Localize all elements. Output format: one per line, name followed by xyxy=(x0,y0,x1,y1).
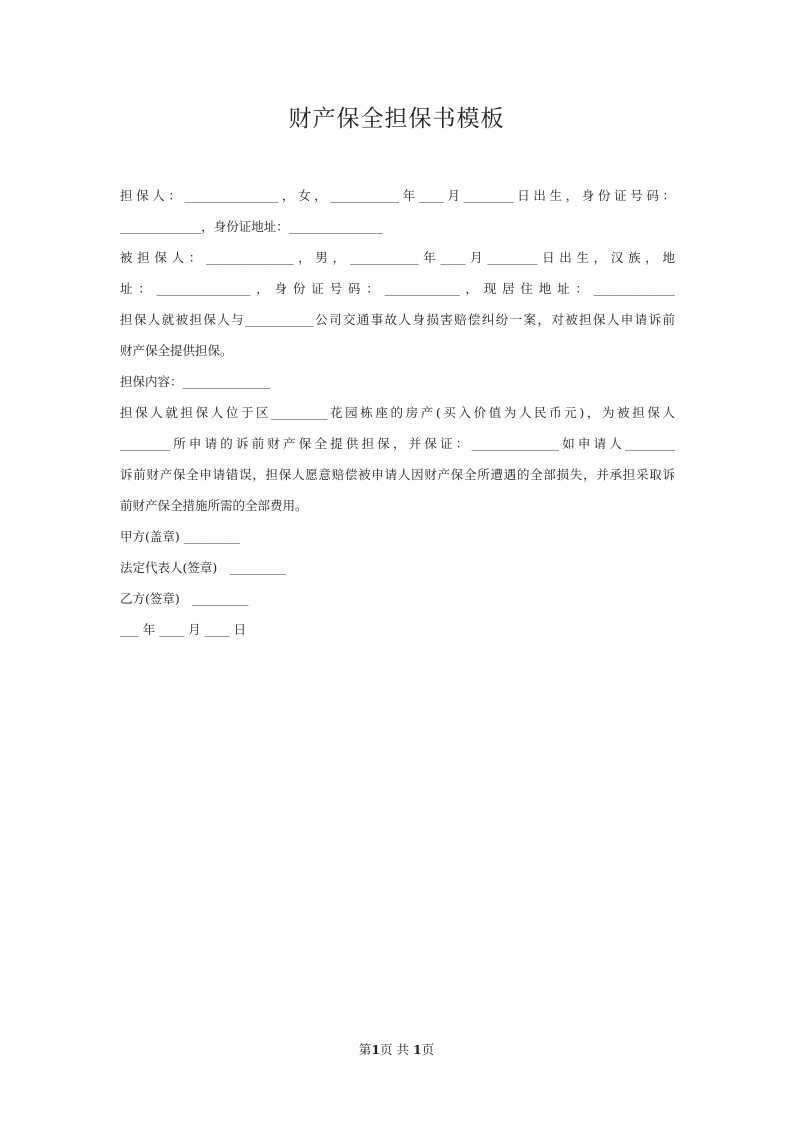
case-statement-line-1: 担保人就被担保人与___________公司交通事故人身损害赔偿纠纷一案，对被担保人申请诉前 xyxy=(120,312,675,327)
guarantee-clause-line-3: 诉前财产保全申请错误，担保人愿意赔偿被申请人因财产保全所遭遇的全部损失，并承担采取诉 xyxy=(120,467,675,482)
footer-prefix: 第 xyxy=(358,1042,372,1057)
footer-middle: 页 共 xyxy=(380,1042,413,1057)
date-line: ___ 年 ____ 月 ____ 日 xyxy=(120,622,247,637)
party-b-signature-line: 乙方(签章) _________ xyxy=(120,591,249,606)
footer-suffix: 页 xyxy=(421,1042,435,1057)
guarantor-info-line-2: _____________，身份证地址：_______________ xyxy=(120,219,383,234)
guaranteed-party-line-1: 被担保人：______________，男，___________年____月________日出生，汉族，地 xyxy=(120,250,675,265)
party-a-seal-line: 甲方(盖章) _________ xyxy=(120,529,240,544)
legal-representative-line: 法定代表人(签章) _________ xyxy=(120,560,287,575)
page-number: 1 xyxy=(371,1042,381,1057)
page-footer xyxy=(0,1040,793,1058)
guaranteed-party-line-2: 址：_______________，身份证号码：____________，现居住地址：_____________ xyxy=(120,281,675,296)
guarantee-clause-line-4: 前财产保全措施所需的全部费用。 xyxy=(120,498,308,513)
guarantor-info-line-1: 担保人：_______________，女，___________年____月________日出生，身份证号码： xyxy=(120,188,675,203)
document-title: 财产保全担保书模板 xyxy=(288,106,505,132)
guarantee-clause-line-2: ________所申请的诉前财产保全提供担保，并保证：______________如申请人________ xyxy=(120,436,675,451)
guarantee-content-label: 担保内容：______________ xyxy=(120,374,271,389)
case-statement-line-2: 财产保全提供担保。 xyxy=(120,343,233,358)
guarantee-clause-line-1: 担保人就担保人位于区_________花园栋座的房产(买入价值为人民币元)，为被担保人 xyxy=(120,405,675,420)
document-body xyxy=(120,180,675,645)
page-total: 1 xyxy=(412,1042,422,1057)
